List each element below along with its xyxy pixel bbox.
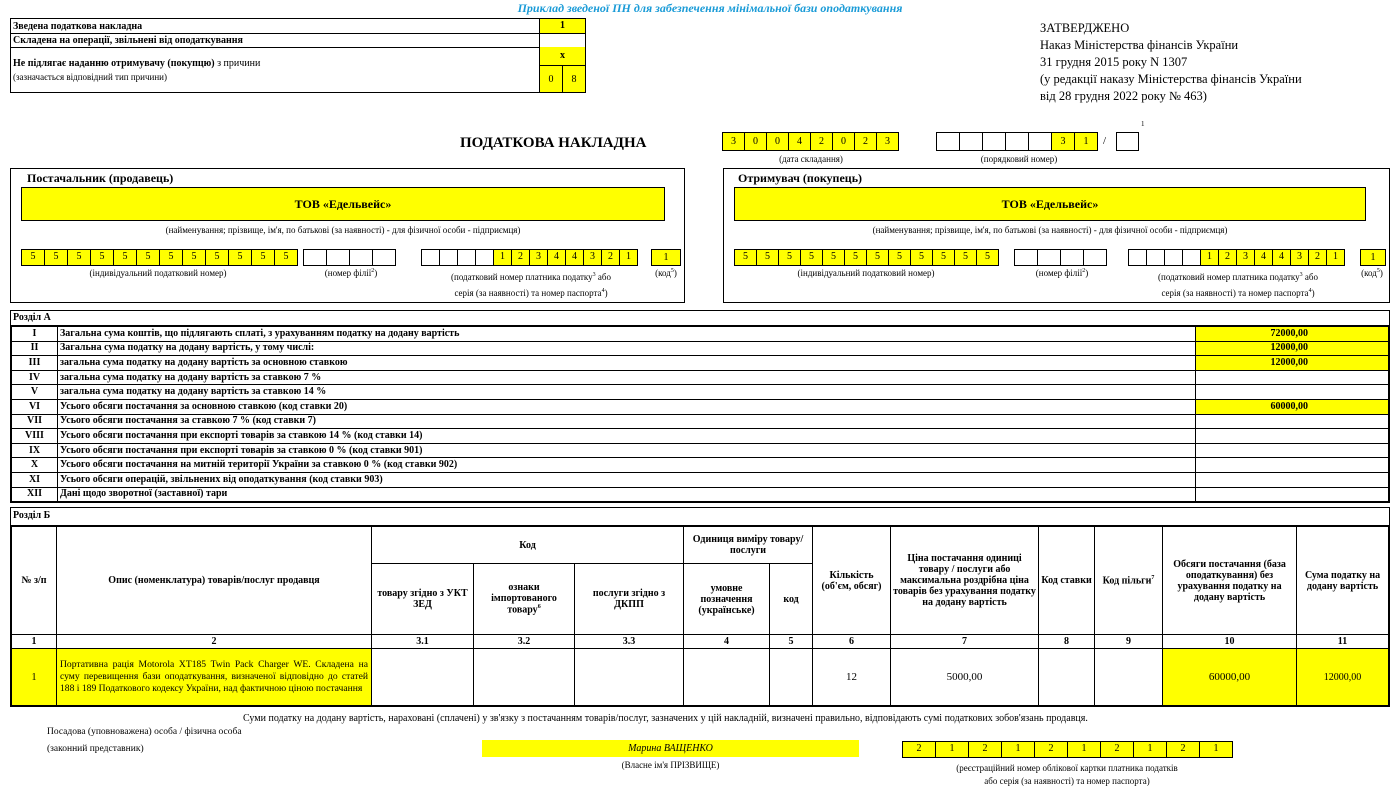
approval-line: ЗАТВЕРДЖЕНО (1040, 21, 1130, 35)
date-digit[interactable]: 0 (744, 132, 767, 151)
section-a-row (12, 399, 1389, 414)
section-a-row (12, 458, 1389, 473)
status-exempt-value[interactable] (539, 33, 585, 47)
seller-tax-digit[interactable]: 2 (511, 249, 530, 266)
buyer-filial-digit[interactable] (1014, 249, 1038, 266)
reg-digit[interactable]: 2 (1100, 741, 1134, 758)
header-code-ukt: товару згідно з УКТ ЗЕД (372, 564, 474, 635)
section-a-row-value[interactable]: 12000,00 (1196, 341, 1389, 356)
section-a-row (12, 414, 1389, 429)
section-a-table (11, 326, 1389, 502)
buyer-filial-digit[interactable] (1060, 249, 1084, 266)
section-a-row-value[interactable]: 12000,00 (1196, 356, 1389, 371)
buyer-tax-digit[interactable]: 3 (1290, 249, 1309, 266)
item-ukt-code[interactable] (372, 649, 474, 706)
buyer-code-caption: (код$^5$) (1361, 268, 1383, 278)
approval-line: (у редакції наказу Міністерства фінансів України (1040, 72, 1302, 86)
header-unit-code: код (770, 564, 813, 635)
section-a-row-value[interactable] (1196, 487, 1389, 502)
seller-tax-digit[interactable]: 2 (601, 249, 620, 266)
buyer-ipn-digit[interactable]: 5 (778, 249, 801, 266)
reg-digit[interactable]: 1 (1133, 741, 1167, 758)
buyer-filial-caption: (номер філії$^2$) (1035, 268, 1089, 278)
section-a-row-number: III (12, 356, 58, 371)
section-a-row-number: VI (12, 399, 58, 414)
section-a-row (12, 356, 1389, 371)
number-digit[interactable]: 3 (1051, 132, 1075, 151)
signer-name-caption: (Власне ім'я ПРІЗВИЩЕ) (621, 760, 720, 770)
header-rate-code: Код ставки (1039, 527, 1095, 635)
seller-filial-caption: (номер філії$^2$) (324, 268, 378, 278)
section-a-row-number: X (12, 458, 58, 473)
section-a-row-label: Загальна сума коштів, що підлягають сплаті, з урахуванням податку на додану вартість (58, 327, 1196, 342)
section-b-title: Розділ Б (11, 508, 1389, 526)
reason-digit[interactable]: 0 (539, 65, 562, 92)
reg-digit[interactable]: 1 (1199, 741, 1233, 758)
buyer-filial-digit[interactable] (1083, 249, 1107, 266)
number-digit[interactable]: 1 (1074, 132, 1098, 151)
number-digit[interactable] (1028, 132, 1052, 151)
header-price: Ціна постачання одиниці товару / послуги або максимальна роздрібна ціна товарів без урахування податку на додану вартість (891, 527, 1039, 635)
header-tax-sum: Сума податку на додану вартість (1297, 527, 1389, 635)
column-number: 2 (57, 635, 372, 649)
header-num: № з/п (12, 527, 57, 635)
approval-line: Наказ Міністерства фінансів України (1040, 38, 1239, 52)
buyer-tax-digit[interactable]: 2 (1218, 249, 1237, 266)
seller-code-caption: (код$^5$) (655, 268, 677, 278)
buyer-heading: Отримувач (покупець) (738, 171, 863, 185)
buyer-tax-digit[interactable]: 3 (1236, 249, 1255, 266)
number-digit[interactable] (936, 132, 960, 151)
item-tax-sum[interactable]: 12000,00 (1297, 649, 1389, 706)
buyer-ipn-digit[interactable]: 5 (954, 249, 977, 266)
section-a-row-value[interactable] (1196, 429, 1389, 444)
date-digit[interactable]: 0 (766, 132, 789, 151)
section-a-row (12, 370, 1389, 385)
section-a-row-number: I (12, 327, 58, 342)
seller-ipn-digit[interactable]: 5 (21, 249, 45, 266)
buyer-tax-digit[interactable] (1146, 249, 1165, 266)
buyer-ipn-digit[interactable]: 5 (822, 249, 845, 266)
seller-ipn-digit[interactable]: 5 (159, 249, 183, 266)
number-slash: / (1103, 135, 1107, 147)
buyer-ipn-digit[interactable]: 5 (932, 249, 955, 266)
section-a-row-number: XI (12, 472, 58, 487)
buyer-tax-digit[interactable] (1128, 249, 1147, 266)
item-dkpp-code[interactable] (575, 649, 684, 706)
date-digit[interactable]: 0 (832, 132, 855, 151)
buyer-filial-field[interactable] (1014, 249, 1106, 266)
reg-digit[interactable]: 1 (935, 741, 969, 758)
seller-tax-digit[interactable] (475, 249, 494, 266)
seller-code-field[interactable]: 1 (651, 249, 681, 266)
section-a-row-label: Усього обсяги постачання за основною ставкою (код ставки 20) (58, 399, 1196, 414)
section-a-row (12, 429, 1389, 444)
seller-ipn-digit[interactable]: 5 (90, 249, 114, 266)
reg-digit[interactable]: 1 (1067, 741, 1101, 758)
approval-block (1040, 20, 1302, 105)
number-digit[interactable] (982, 132, 1006, 151)
buyer-name-caption: (найменування; прізвище, ім'я, по батькові (за наявності) - для фізичної особи - підприємця) (872, 225, 1228, 235)
date-field[interactable] (722, 132, 898, 151)
section-a-row-label: загальна сума податку на додану вартість за основною ставкою (58, 356, 1196, 371)
seller-ipn-digit[interactable]: 5 (113, 249, 137, 266)
section-a-row-number: VIII (12, 429, 58, 444)
buyer-ipn-digit[interactable]: 5 (910, 249, 933, 266)
reg-digit[interactable]: 2 (968, 741, 1002, 758)
seller-tax-field[interactable] (421, 249, 637, 266)
section-b (10, 507, 1390, 707)
seller-heading: Постачальник (продавець) (27, 171, 174, 185)
header-code-dkpp: послуги згідно з ДКПП (575, 564, 684, 635)
buyer-tax-digit[interactable]: 4 (1272, 249, 1291, 266)
item-volume[interactable]: 60000,00 (1163, 649, 1297, 706)
buyer-tax-field[interactable] (1128, 249, 1344, 266)
section-a-row (12, 443, 1389, 458)
status-summary-label: Зведена податкова накладна (13, 21, 143, 32)
status-not-delivered-mark[interactable]: x (539, 47, 585, 65)
item-unit-code[interactable] (770, 649, 813, 706)
seller-ipn-field[interactable] (21, 249, 297, 266)
date-digit[interactable]: 2 (854, 132, 877, 151)
seller-ipn-digit[interactable]: 5 (205, 249, 229, 266)
section-a-row-label: Усього обсяги операцій, звільнених від оподаткування (код ставки 903) (58, 472, 1196, 487)
seller-tax-digit[interactable]: 1 (493, 249, 512, 266)
item-price[interactable]: 5000,00 (891, 649, 1039, 706)
number-digit[interactable] (1005, 132, 1029, 151)
signer-position: Посадова (уповноважена) особа / фізична особа (47, 727, 242, 737)
status-summary-value[interactable]: 1 (539, 19, 585, 33)
page-title: ПОДАТКОВА НАКЛАДНА (460, 135, 647, 151)
seller-tax-digit[interactable]: 3 (529, 249, 548, 266)
seller-panel (10, 168, 685, 303)
number-suffix-field[interactable] (1116, 132, 1139, 151)
buyer-ipn-field[interactable] (734, 249, 998, 266)
section-a-row-label: Дані щодо зворотної (заставної) тари (58, 487, 1196, 502)
header-benefit-code: Код пільги$^7$ (1095, 527, 1163, 635)
header-unit-name: умовне позначення (українське) (684, 564, 770, 635)
reason-digit[interactable]: 8 (562, 65, 585, 92)
date-digit[interactable]: 2 (810, 132, 833, 151)
item-description[interactable]: Портативна рація Motorola XT185 Twin Pack Charger WE. Складена на суму перевищення бази оподаткування, визначеної відповідно до статей 188 і 189 Податкового кодексу України, над фактичною ціною постачання (57, 649, 372, 706)
column-number: 5 (770, 635, 813, 649)
column-number: 7 (891, 635, 1039, 649)
buyer-filial-digit[interactable] (1037, 249, 1061, 266)
signer-name-field[interactable]: Марина ВАЩЕНКО (482, 740, 859, 757)
section-a-row-number: IX (12, 443, 58, 458)
seller-name-field[interactable]: ТОВ «Едельвейс» (21, 187, 665, 221)
reg-digit[interactable]: 2 (902, 741, 936, 758)
buyer-ipn-digit[interactable]: 5 (976, 249, 999, 266)
signer-reg-field[interactable] (902, 741, 1232, 758)
buyer-tax-digit[interactable] (1182, 249, 1201, 266)
buyer-ipn-digit[interactable]: 5 (844, 249, 867, 266)
seller-tax-digit[interactable]: 3 (583, 249, 602, 266)
column-number: 4 (684, 635, 770, 649)
buyer-ipn-digit[interactable]: 5 (734, 249, 757, 266)
seller-filial-digit[interactable] (303, 249, 327, 266)
header-code: Код (372, 527, 684, 564)
number-digit[interactable] (959, 132, 983, 151)
buyer-tax-digit[interactable]: 4 (1254, 249, 1273, 266)
seller-ipn-caption: (індивідуальний податковий номер) (89, 268, 227, 278)
seller-tax-digit[interactable]: 1 (619, 249, 638, 266)
buyer-ipn-caption: (індивідуальний податковий номер) (797, 268, 935, 278)
section-a-row (12, 472, 1389, 487)
section-a-row-number: IV (12, 370, 58, 385)
header-description: Опис (номенклатура) товарів/послуг продавця (57, 527, 372, 635)
section-a-row (12, 487, 1389, 502)
seller-ipn-digit[interactable]: 5 (251, 249, 275, 266)
section-a-row-label: загальна сума податку на додану вартість за ставкою 7 % (58, 370, 1196, 385)
section-a-row (12, 341, 1389, 356)
buyer-tax-digit[interactable] (1164, 249, 1183, 266)
section-a-row-value[interactable] (1196, 458, 1389, 473)
seller-tax-digit[interactable]: 4 (565, 249, 584, 266)
section-a-row-label: загальна сума податку на додану вартість за ставкою 14 % (58, 385, 1196, 400)
seller-name-caption: (найменування; прізвище, ім'я, по батькові (за наявності) - для фізичної особи - підприємця) (165, 225, 521, 235)
section-a-row-number: V (12, 385, 58, 400)
column-number: 11 (1297, 635, 1389, 649)
section-a-row-value[interactable] (1196, 370, 1389, 385)
number-field[interactable] (936, 132, 1097, 151)
column-number: 1 (12, 635, 57, 649)
section-a-row-value[interactable] (1196, 414, 1389, 429)
column-number: 8 (1039, 635, 1095, 649)
buyer-name-field[interactable]: ТОВ «Едельвейс» (734, 187, 1366, 221)
column-number: 9 (1095, 635, 1163, 649)
section-a (10, 310, 1390, 503)
column-number: 6 (813, 635, 891, 649)
header-volume: Обсяги постачання (база оподаткування) без урахування податку на додану вартість (1163, 527, 1297, 635)
column-number: 3.2 (474, 635, 575, 649)
item-quantity[interactable]: 12 (813, 649, 891, 706)
footer-statement: Суми податку на додану вартість, нараховані (сплачені) у зв'язку з постачанням товарів/послуг, зазначених у цій накладній, визначені правильно, відповідають сумі податкових зобов'язань продавця. (243, 713, 1088, 724)
status-exempt-label: Складена на операції, звільнені від оподаткування (13, 35, 243, 46)
status-reason-caption: (зазначається відповідний тип причини) (13, 72, 167, 82)
header-quantity: Кількість (об'єм, обсяг) (813, 527, 891, 635)
section-a-row-label: Усього обсяги постачання на митній території України за ставкою 0 % (код ставки 902) (58, 458, 1196, 473)
status-not-delivered-label: Не підлягає наданню отримувачу (покупцю) з причини (13, 58, 261, 69)
seller-filial-digit[interactable] (326, 249, 350, 266)
column-number: 10 (1163, 635, 1297, 649)
section-a-row (12, 385, 1389, 400)
seller-ipn-digit[interactable]: 5 (274, 249, 298, 266)
buyer-code-field[interactable]: 1 (1360, 249, 1386, 266)
reg-caption: (реєстраційний номер облікової картки платника податків або серія (за наявності) та номер паспорта) (956, 763, 1178, 786)
buyer-tax-digit[interactable]: 1 (1326, 249, 1345, 266)
section-a-row-label: Усього обсяги постачання за ставкою 7 % (код ставки 7) (58, 414, 1196, 429)
seller-ipn-digit[interactable]: 5 (67, 249, 91, 266)
section-a-title: Розділ А (11, 311, 1389, 326)
date-digit[interactable]: 4 (788, 132, 811, 151)
item-benefit-code[interactable] (1095, 649, 1163, 706)
seller-filial-field[interactable] (303, 249, 395, 266)
column-number: 3.1 (372, 635, 474, 649)
section-a-row-number: II (12, 341, 58, 356)
column-number: 3.3 (575, 635, 684, 649)
seller-filial-digit[interactable] (349, 249, 373, 266)
item-unit-name[interactable] (684, 649, 770, 706)
buyer-tax-digit[interactable]: 1 (1200, 249, 1219, 266)
section-a-row-label: Усього обсяги постачання при експорті товарів за ставкою 0 % (код ставки 901) (58, 443, 1196, 458)
signer-position-sub: (законний представник) (47, 744, 144, 754)
item-rate-code[interactable] (1039, 649, 1095, 706)
reg-digit[interactable]: 2 (1166, 741, 1200, 758)
reg-digit[interactable]: 1 (1001, 741, 1035, 758)
section-a-row-label: Загальна сума податку на додану вартість, у тому числі: (58, 341, 1196, 356)
section-a-row-number: XII (12, 487, 58, 502)
buyer-ipn-digit[interactable]: 5 (888, 249, 911, 266)
seller-ipn-digit[interactable]: 5 (228, 249, 252, 266)
seller-tax-digit[interactable] (439, 249, 458, 266)
buyer-panel (723, 168, 1390, 303)
top-title: Приклад зведеної ПН для забезпечення мінімальної бази оподаткування (517, 1, 903, 15)
section-a-row-value[interactable] (1196, 443, 1389, 458)
approval-line: 31 грудня 2015 року N 1307 (1040, 55, 1188, 69)
buyer-tax-digit[interactable]: 2 (1308, 249, 1327, 266)
seller-filial-digit[interactable] (372, 249, 396, 266)
seller-ipn-digit[interactable]: 5 (44, 249, 68, 266)
seller-tax-caption: (податковий номер платника податку$^3$ або серія (за наявності) та номер паспорта$^4$) (451, 272, 611, 298)
buyer-ipn-digit[interactable]: 5 (800, 249, 823, 266)
date-digit[interactable]: 3 (722, 132, 745, 151)
seller-ipn-digit[interactable]: 5 (182, 249, 206, 266)
item-import-mark[interactable] (474, 649, 575, 706)
seller-tax-digit[interactable]: 4 (547, 249, 566, 266)
date-caption: (дата складання) (779, 154, 843, 164)
seller-ipn-digit[interactable]: 5 (136, 249, 160, 266)
section-a-row-label: Усього обсяги постачання при експорті товарів за ставкою 14 % (код ставки 14) (58, 429, 1196, 444)
section-a-row (12, 327, 1389, 342)
section-a-row-value[interactable] (1196, 472, 1389, 487)
status-box (10, 18, 586, 93)
approval-line: від 28 грудня 2022 року № 463) (1040, 89, 1207, 103)
buyer-tax-caption: (податковий номер платника податку$^3$ або серія (за наявності) та номер паспорта$^4$) (1158, 272, 1318, 298)
reg-digit[interactable]: 2 (1034, 741, 1068, 758)
seller-tax-digit[interactable] (421, 249, 440, 266)
buyer-ipn-digit[interactable]: 5 (866, 249, 889, 266)
header-unit: Одиниця виміру товару/послуги (684, 527, 813, 564)
section-b-table (11, 526, 1389, 706)
section-a-row-value[interactable] (1196, 385, 1389, 400)
date-digit[interactable]: 3 (876, 132, 899, 151)
buyer-ipn-digit[interactable]: 5 (756, 249, 779, 266)
item-number[interactable]: 1 (12, 649, 57, 706)
header-code-import: ознаки імпортованого товару$^6$ (474, 564, 575, 635)
section-a-row-number: VII (12, 414, 58, 429)
number-caption: (порядковий номер) (980, 154, 1058, 164)
section-a-row-value[interactable]: 72000,00 (1196, 327, 1389, 342)
seller-tax-digit[interactable] (457, 249, 476, 266)
number-footnote-mark: 1 (1141, 120, 1145, 128)
section-a-row-value[interactable]: 60000,00 (1196, 399, 1389, 414)
